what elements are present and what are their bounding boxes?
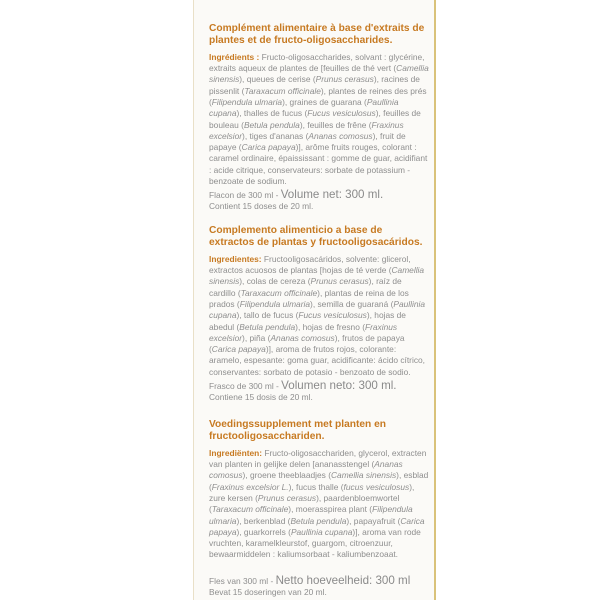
ingredient-text: ), colas de cereza ( — [239, 276, 311, 287]
ingredient-text: )], arôme fruits rouges, colorant : caramel ordinaire, épaississant : gomme de guar, acidifiant : acide citrique, conservateurs: sorbate de potassium - benzoate de sodium. — [209, 142, 428, 187]
botanical-name: fucus vesiculosus — [343, 481, 410, 492]
botanical-name: Paullinia cupana — [209, 299, 426, 321]
ingredients-list — [209, 52, 429, 186]
ingredient-text: ), hojas de abedul ( — [209, 310, 406, 332]
botanical-name: Betula pendula — [243, 119, 300, 130]
section-heading: Complemento alimenticio a base de extractos de plantas y fructooligosacáridos. — [209, 225, 423, 249]
doses-text: Contiene 15 dosis de 20 ml. — [209, 392, 313, 403]
ingredient-text: ), tallo de fucus ( — [236, 310, 299, 321]
botanical-name: Taraxacum officinale — [240, 287, 318, 298]
ingredient-text: Fructo-oligosaccharides, solvant : glycérine, extraits aqueux de plantes de [feuilles de thé vert ( — [209, 51, 425, 74]
section-dutch — [209, 419, 429, 597]
ingredient-text: ), tiges d'ananas ( — [242, 130, 309, 141]
botanical-name: Camellia sinensis — [330, 470, 397, 481]
volume-line — [209, 189, 429, 201]
botanical-name: Camellia sinensis — [209, 265, 425, 287]
section-heading: Complément alimentaire à base d'extraits de plantes et de fructo-oligosaccharides. — [209, 23, 425, 47]
section-spanish — [209, 225, 429, 402]
botanical-name: Camellia sinensis — [209, 63, 429, 85]
ingredient-text: ), queues de cerise ( — [239, 74, 316, 85]
bottle-size: Frasco de 300 ml - — [209, 381, 279, 392]
ingredient-text: ), esblad ( — [209, 470, 429, 492]
ingredient-text: ), hojas de fresno ( — [295, 321, 365, 332]
botanical-name: Ananas comosus — [209, 459, 403, 481]
botanical-name: Betula pendula — [290, 515, 347, 526]
ingredient-text: ), guarkorrels ( — [236, 526, 291, 537]
botanical-name: Fraxinus excelsior — [209, 119, 404, 141]
ingredients-label: Ingredientes: — [209, 253, 262, 264]
ingredient-text: ), feuilles de frêne ( — [299, 119, 372, 130]
botanical-name: Taraxacum officinale — [244, 85, 321, 96]
botanical-name: Prunus cerasus — [310, 276, 369, 287]
botanical-name: Filipendula ulmaria — [211, 97, 283, 107]
ingredient-text: ), feuilles de bouleau ( — [209, 108, 421, 130]
doses-text: Contient 15 doses de 20 ml. — [209, 201, 314, 212]
ingredients-label: Ingrediënten: — [209, 447, 263, 458]
ingredient-text: ), moerasspirea plant ( — [288, 504, 373, 515]
botanical-name: Filipendula ulmaria — [209, 504, 413, 526]
ingredients-text — [209, 52, 429, 188]
ingredient-text: ), fruit de papaye ( — [209, 130, 406, 153]
botanical-name: Taraxacum officinale — [211, 504, 289, 515]
ingredient-text: ), berkenblad ( — [236, 515, 291, 526]
ingredient-text: ), semilla de guaraná ( — [310, 299, 394, 309]
ingredients-list — [209, 448, 428, 560]
net-volume: Netto hoeveelheid: 300 ml — [275, 573, 411, 587]
botanical-name: Prunus cerasus — [315, 74, 374, 85]
botanical-name: Fucus vesiculosus — [307, 108, 376, 119]
ingredient-text: ), plantas de reina de los prados ( — [209, 287, 409, 309]
botanical-name: Ananas comosus — [308, 130, 373, 141]
ingredient-text: ), paardenbloemwortel ( — [209, 493, 400, 515]
bottle-size: Flacon de 300 ml - — [209, 190, 279, 201]
botanical-name: Paullinia cupana — [209, 97, 399, 119]
botanical-name: Carica papaya — [211, 344, 266, 355]
ingredient-text: )], aroma van rode vruchten, karamelkleurstof, guargom, citroenzuur, bewaarmiddelen : kaliumsorbaat - kaliumbenzoaat. — [209, 526, 421, 560]
botanical-name: Betula pendula — [239, 321, 296, 332]
ingredients-text — [209, 448, 429, 561]
ingredient-text: ), thalles de fucus ( — [236, 108, 308, 119]
botanical-name: Fraxinus excelsior L. — [211, 481, 289, 492]
ingredient-text: ), frutos de papaya ( — [209, 332, 405, 355]
ingredient-text: Fructo-oligosacchariden, glycerol, extracten van planten in gelijke delen [ananasstengel ( — [209, 447, 427, 470]
ingredient-text: ), papayafruit ( — [346, 515, 401, 526]
ingredients-list — [209, 254, 425, 377]
net-volume: Volume net: 300 ml. — [280, 188, 384, 202]
ingredient-text: ), zure kersen ( — [209, 481, 415, 503]
ingredient-text: )], aroma de frutos rojos, colorante: aramelo, espesante: goma guar, acidificante: ácido cítrico, conservantes: sorbato de potasio - benzoato de sodio. — [209, 344, 426, 377]
section-heading: Voedingssupplement met planten en fructooligosacchariden. — [209, 419, 386, 443]
ingredients-label: Ingrédients : — [209, 51, 260, 62]
botanical-name: Paullinia cupana — [290, 526, 353, 537]
doses-text: Bevat 15 doseringen van 20 ml. — [209, 586, 327, 597]
ingredient-text: Fructooligosacáridos, solvente: glicerol, extractos acuosos de plantas [hojas de té verde ( — [209, 253, 411, 276]
section-french — [209, 23, 429, 211]
botanical-name: Prunus cerasus — [257, 493, 317, 503]
volume-line — [209, 380, 429, 392]
botanical-name: Fraxinus excelsior — [209, 321, 398, 343]
ingredients-text — [209, 254, 429, 378]
botanical-name: Ananas comosus — [270, 332, 335, 343]
ingredient-text: ), plantes de reines des prés ( — [209, 85, 427, 107]
botanical-name: Carica papaya — [209, 515, 425, 537]
ingredient-text: ), racines de pissenlit ( — [209, 74, 420, 96]
botanical-name: Fucus vesiculosus — [298, 310, 367, 321]
ingredient-text: ), raíz de cardillo ( — [209, 276, 402, 298]
ingredient-text: ), piña ( — [242, 332, 271, 343]
botanical-name: Filipendula ulmaria — [239, 299, 311, 309]
ingredient-text: ), groene theeblaadjes ( — [242, 470, 331, 481]
net-volume: Volumen neto: 300 ml. — [281, 379, 397, 393]
ingredient-text: ), graines de guarana ( — [282, 97, 367, 107]
bottle-size: Fles van 300 ml - — [209, 575, 274, 586]
botanical-name: Carica papaya — [241, 142, 296, 153]
volume-line — [209, 575, 429, 587]
ingredient-text: ), fucus thalle ( — [288, 481, 344, 492]
